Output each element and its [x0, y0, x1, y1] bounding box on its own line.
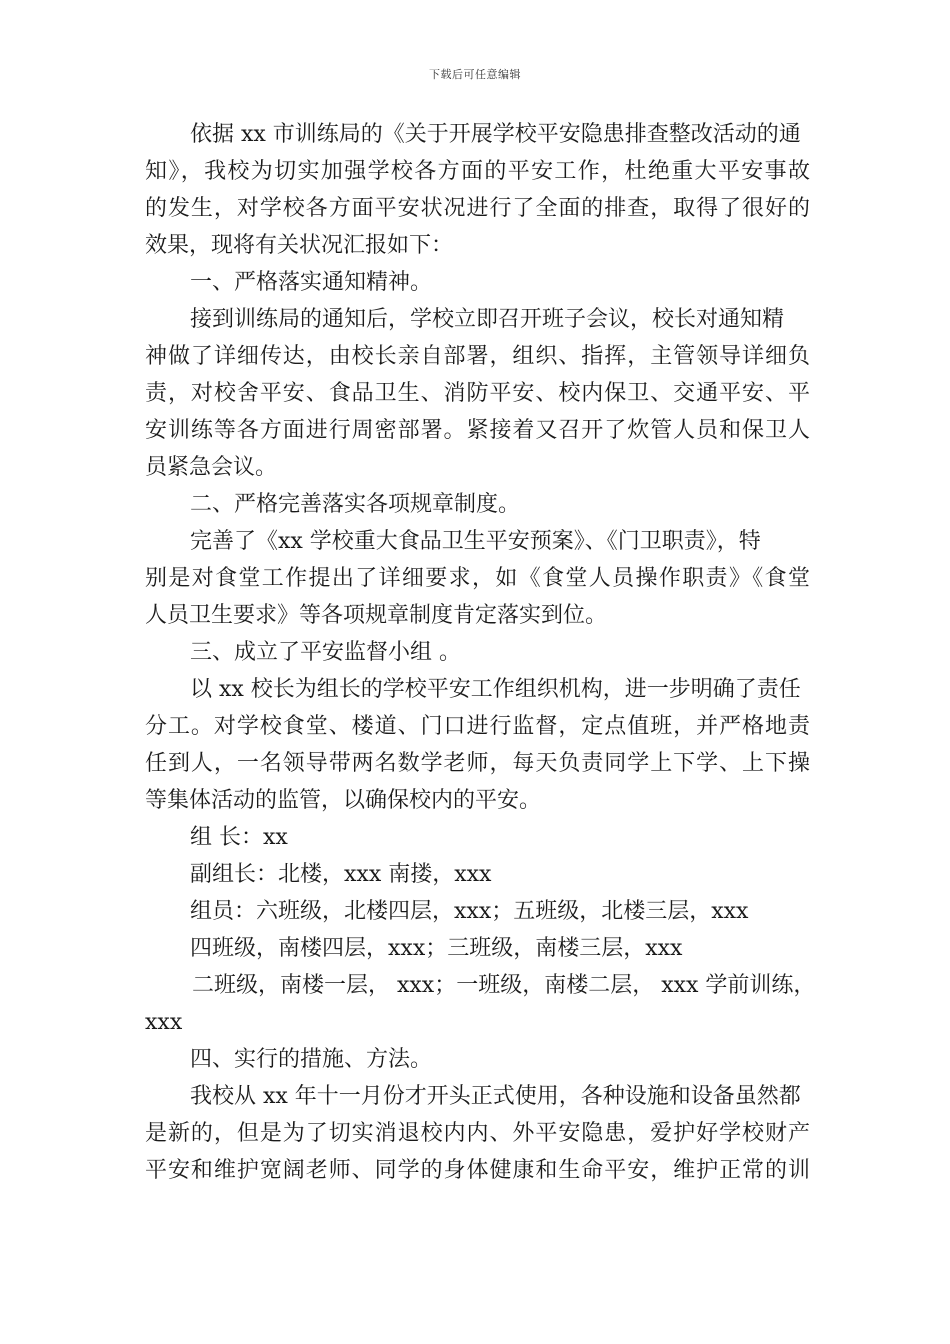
paragraph-line: 效果，现将有关状况汇报如下：: [145, 233, 454, 258]
paragraph-line: 的发生，对学校各方面平安状况进行了全面的排查，取得了很好的: [145, 196, 810, 221]
members-line: 二班级，南楼一层， xxx；一班级，南楼二层， xxx 学前训练，: [192, 973, 816, 998]
paragraph-line: 是新的，但是为了切实消退校内内、外平安隐患，爱护好学校财产: [145, 1121, 810, 1146]
members-line: xxx: [145, 1010, 183, 1035]
paragraph-line: 神做了详细传达，由校长亲自部署，组织、指挥，主管领导详细负: [145, 344, 810, 369]
members-line: 四班级，南楼四层，xxx；三班级，南楼三层，xxx: [190, 936, 683, 961]
paragraph-line: 以 xx 校长为组长的学校平安工作组织机构，进一步明确了责任: [190, 677, 801, 702]
paragraph-line: 平安和维护宽阔老师、同学的身体健康和生命平安，维护正常的训: [145, 1158, 810, 1183]
paragraph-line: 任到人，一名领导带两名数学老师，每天负责同学上下学、上下操: [145, 751, 810, 776]
paragraph-line: 我校从 xx 年十一月份才开头正式使用，各种设施和设备虽然都: [190, 1084, 801, 1109]
paragraph-line: 分工。对学校食堂、楼道、门口进行监督，定点值班，并严格地责: [145, 714, 810, 739]
members-line: 组员：六班级，北楼四层，xxx；五班级，北楼三层，xxx: [190, 899, 749, 924]
paragraph-line: 责，对校舍平安、食品卫生、消防平安、校内保卫、交通平安、平: [145, 381, 810, 406]
paragraph-line: 员紧急会议。: [145, 455, 278, 480]
paragraph-line: 完善了《xx 学校重大食品卫生平安预案》、《门卫职责》，特: [190, 529, 761, 554]
paragraph-line: 知》，我校为切实加强学校各方面的平安工作，杜绝重大平安事故: [145, 159, 810, 184]
section-heading: 三、成立了平安监督小组 。: [190, 640, 461, 665]
page-header-note: 下载后可任意编辑: [429, 68, 521, 81]
paragraph-line: 接到训练局的通知后，学校立即召开班子会议，校长对通知精: [190, 307, 785, 332]
group-leader-line: 组 长：xx: [190, 825, 288, 850]
section-heading: 二、严格完善落实各项规章制度。: [190, 492, 521, 517]
document-body: [145, 116, 816, 1189]
deputy-leader-line: 副组长：北楼，xxx 南搂，xxx: [190, 862, 492, 887]
paragraph-line: 依据 xx 市训练局的《关于开展学校平安隐患排查整改活动的通: [190, 122, 801, 147]
paragraph-line: 人员卫生要求》等各项规章制度肯定落实到位。: [145, 603, 608, 628]
paragraph-line: 等集体活动的监管，以确保校内的平安。: [145, 788, 542, 813]
section-heading: 四、实行的措施、方法。: [190, 1047, 433, 1072]
paragraph-line: 安训练等各方面进行周密部署。紧接着又召开了炊管人员和保卫人: [145, 418, 810, 443]
paragraph-line: 别是对食堂工作提出了详细要求，如《食堂人员操作职责》《食堂: [145, 566, 810, 591]
section-heading: 一、严格落实通知精神。: [190, 270, 433, 295]
